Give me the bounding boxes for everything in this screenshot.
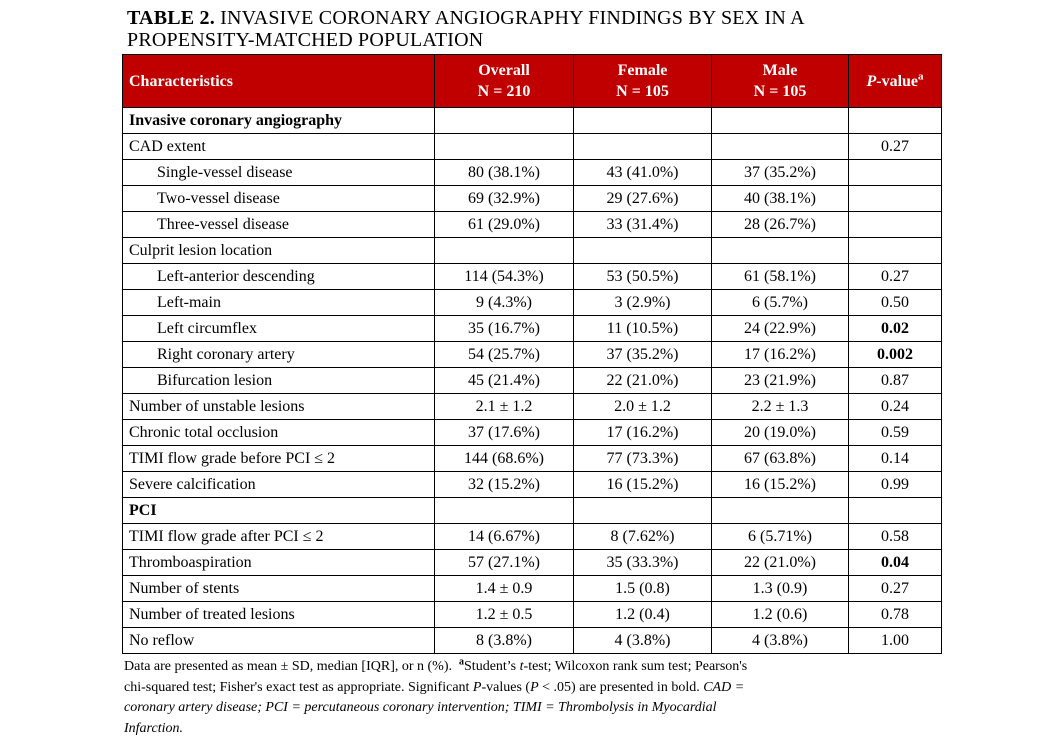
cell-overall: 114 (54.3%) [435, 264, 574, 290]
cell-overall [435, 108, 574, 134]
row-label: Two-vessel disease [123, 186, 435, 212]
col-header-female [574, 55, 712, 108]
cell-p-value: 0.58 [849, 524, 942, 550]
footnote-text: chi-squared test; Fisher's exact test as appropriate. Significant [124, 679, 473, 695]
footnote-marker: a [459, 656, 465, 668]
row-label: Three-vessel disease [123, 212, 435, 238]
footnote-text: coronary artery disease; PCI = percutaneous coronary intervention; TIMI = Thrombolysis in Myocardial [124, 700, 717, 715]
col-header-male [712, 55, 849, 108]
footnote-text: CAD = [703, 679, 745, 695]
cell-female: 77 (73.3%) [574, 446, 712, 472]
cell-male: 23 (21.9%) [712, 368, 849, 394]
footnote-text: P [472, 679, 482, 695]
cell-male: 6 (5.7%) [712, 290, 849, 316]
row-label: TIMI flow grade after PCI ≤ 2 [123, 524, 435, 550]
footnote-text: < .05) are presented in bold. [538, 679, 704, 695]
cell-male: 2.2 ± 1.3 [712, 394, 849, 420]
cell-p-value: 0.02 [849, 316, 942, 342]
cell-male: 24 (22.9%) [712, 316, 849, 342]
cell-p-value: 0.27 [849, 576, 942, 602]
cell-p-value [849, 186, 942, 212]
table-row [123, 212, 942, 238]
cell-female: 17 (16.2%) [574, 420, 712, 446]
col-header-overall [435, 55, 574, 108]
footnote-text: Infarction. [124, 720, 183, 736]
cell-overall: 144 (68.6%) [435, 446, 574, 472]
cell-female [574, 134, 712, 160]
cell-overall: 35 (16.7%) [435, 316, 574, 342]
footnote-line [124, 678, 946, 699]
row-label: Right coronary artery [123, 342, 435, 368]
cell-female: 37 (35.2%) [574, 342, 712, 368]
cell-male: 17 (16.2%) [712, 342, 849, 368]
cell-p-value [849, 212, 942, 238]
cell-male [712, 108, 849, 134]
col-header-overall-label: Overall [478, 62, 530, 79]
table-row [123, 160, 942, 186]
cell-p-value: 0.27 [849, 264, 942, 290]
cell-overall: 57 (27.1%) [435, 550, 574, 576]
cell-male: 4 (3.8%) [712, 628, 849, 654]
cell-p-value: 0.59 [849, 420, 942, 446]
header-row [123, 55, 942, 108]
footnote-text: -test; Wilcoxon rank sum test; Pearson's [523, 659, 748, 674]
table-row [123, 550, 942, 576]
cell-female: 11 (10.5%) [574, 316, 712, 342]
cell-overall: 61 (29.0%) [435, 212, 574, 238]
table-row [123, 316, 942, 342]
row-label: Number of treated lesions [123, 602, 435, 628]
cell-overall: 8 (3.8%) [435, 628, 574, 654]
cell-female: 29 (27.6%) [574, 186, 712, 212]
cell-p-value [849, 108, 942, 134]
cell-overall: 9 (4.3%) [435, 290, 574, 316]
table-row [123, 134, 942, 160]
cell-male: 1.3 (0.9) [712, 576, 849, 602]
cell-female: 53 (50.5%) [574, 264, 712, 290]
col-header-pvalue [849, 55, 942, 108]
cell-female: 43 (41.0%) [574, 160, 712, 186]
cell-male: 6 (5.71%) [712, 524, 849, 550]
footnote-text: P [530, 679, 539, 695]
cell-overall: 37 (17.6%) [435, 420, 574, 446]
table-row [123, 342, 942, 368]
cell-overall: 14 (6.67%) [435, 524, 574, 550]
table-row [123, 602, 942, 628]
cell-male: 20 (19.0%) [712, 420, 849, 446]
table-row [123, 108, 942, 134]
cell-female: 22 (21.0%) [574, 368, 712, 394]
table-footnote [124, 657, 946, 739]
cell-p-value [849, 160, 942, 186]
cell-overall [435, 498, 574, 524]
angiography-findings-table [122, 54, 942, 654]
row-label: Single-vessel disease [123, 160, 435, 186]
table-title-line2: PROPENSITY-MATCHED POPULATION [127, 29, 484, 51]
table-title [127, 7, 952, 51]
cell-p-value [849, 498, 942, 524]
footnote-text: Data are presented as mean ± SD, median [IQR], or n (%). [124, 659, 460, 674]
table-row [123, 394, 942, 420]
cell-p-value: 0.50 [849, 290, 942, 316]
cell-female: 1.2 (0.4) [574, 602, 712, 628]
cell-male [712, 498, 849, 524]
row-label: Thromboaspiration [123, 550, 435, 576]
cell-male: 22 (21.0%) [712, 550, 849, 576]
cell-p-value: 0.87 [849, 368, 942, 394]
row-label: Bifurcation lesion [123, 368, 435, 394]
col-header-overall-n: N = 210 [477, 83, 531, 100]
col-header-pvalue-p: P [866, 72, 877, 90]
table-row [123, 446, 942, 472]
row-label: Invasive coronary angiography [123, 108, 435, 134]
row-label: TIMI flow grade before PCI ≤ 2 [123, 446, 435, 472]
table-row [123, 576, 942, 602]
cell-overall: 54 (25.7%) [435, 342, 574, 368]
row-label: Number of unstable lesions [123, 394, 435, 420]
footnote-line [124, 657, 946, 678]
footnote-text: Student’s [464, 659, 520, 674]
col-header-male-n: N = 105 [753, 83, 807, 100]
table-row [123, 186, 942, 212]
cell-overall: 80 (38.1%) [435, 160, 574, 186]
cell-female [574, 498, 712, 524]
cell-male [712, 238, 849, 264]
table-row [123, 420, 942, 446]
cell-p-value [849, 238, 942, 264]
table-title-line1: INVASIVE CORONARY ANGIOGRAPHY FINDINGS BY SEX IN A [214, 7, 805, 29]
table-row [123, 290, 942, 316]
cell-overall: 45 (21.4%) [435, 368, 574, 394]
cell-p-value: 0.99 [849, 472, 942, 498]
footnote-line [124, 719, 946, 740]
cell-female: 8 (7.62%) [574, 524, 712, 550]
cell-overall: 2.1 ± 1.2 [435, 394, 574, 420]
col-header-female-label: Female [617, 62, 668, 79]
row-label: Culprit lesion location [123, 238, 435, 264]
cell-male: 16 (15.2%) [712, 472, 849, 498]
cell-overall: 69 (32.9%) [435, 186, 574, 212]
table-row [123, 238, 942, 264]
row-label: Left-anterior descending [123, 264, 435, 290]
cell-female: 3 (2.9%) [574, 290, 712, 316]
cell-male: 1.2 (0.6) [712, 602, 849, 628]
row-label: CAD extent [123, 134, 435, 160]
row-label: Severe calcification [123, 472, 435, 498]
cell-female: 2.0 ± 1.2 [574, 394, 712, 420]
cell-overall [435, 134, 574, 160]
cell-female: 4 (3.8%) [574, 628, 712, 654]
cell-female [574, 238, 712, 264]
cell-male: 37 (35.2%) [712, 160, 849, 186]
footnote-text: t [519, 659, 524, 674]
row-label: Number of stents [123, 576, 435, 602]
table-title-number: TABLE 2. [127, 7, 215, 29]
cell-female [574, 108, 712, 134]
cell-female: 1.5 (0.8) [574, 576, 712, 602]
row-label: PCI [123, 498, 435, 524]
cell-female: 35 (33.3%) [574, 550, 712, 576]
cell-male: 28 (26.7%) [712, 212, 849, 238]
col-header-female-n: N = 105 [616, 83, 669, 100]
table-row [123, 472, 942, 498]
table-row [123, 368, 942, 394]
row-label: Left circumflex [123, 316, 435, 342]
cell-p-value: 1.00 [849, 628, 942, 654]
cell-male: 61 (58.1%) [712, 264, 849, 290]
footnote-text: -values ( [481, 679, 531, 695]
table-row [123, 264, 942, 290]
cell-p-value: 0.78 [849, 602, 942, 628]
footnote-line [124, 698, 946, 719]
row-label: Left-main [123, 290, 435, 316]
cell-p-value: 0.24 [849, 394, 942, 420]
cell-overall: 32 (15.2%) [435, 472, 574, 498]
col-header-pvalue-rest: -value [876, 72, 919, 90]
cell-overall [435, 238, 574, 264]
cell-p-value: 0.27 [849, 134, 942, 160]
cell-overall: 1.2 ± 0.5 [435, 602, 574, 628]
cell-male: 67 (63.8%) [712, 446, 849, 472]
col-header-male-label: Male [762, 62, 798, 79]
row-label: Chronic total occlusion [123, 420, 435, 446]
table-row [123, 524, 942, 550]
cell-male: 40 (38.1%) [712, 186, 849, 212]
col-header-characteristics: Characteristics [123, 55, 435, 108]
cell-p-value: 0.002 [849, 342, 942, 368]
cell-female: 33 (31.4%) [574, 212, 712, 238]
row-label: No reflow [123, 628, 435, 654]
table-row [123, 498, 942, 524]
col-header-pvalue-footnote-marker: a [918, 70, 924, 83]
cell-female: 16 (15.2%) [574, 472, 712, 498]
cell-p-value: 0.04 [849, 550, 942, 576]
cell-p-value: 0.14 [849, 446, 942, 472]
cell-overall: 1.4 ± 0.9 [435, 576, 574, 602]
cell-male [712, 134, 849, 160]
table-row [123, 628, 942, 654]
